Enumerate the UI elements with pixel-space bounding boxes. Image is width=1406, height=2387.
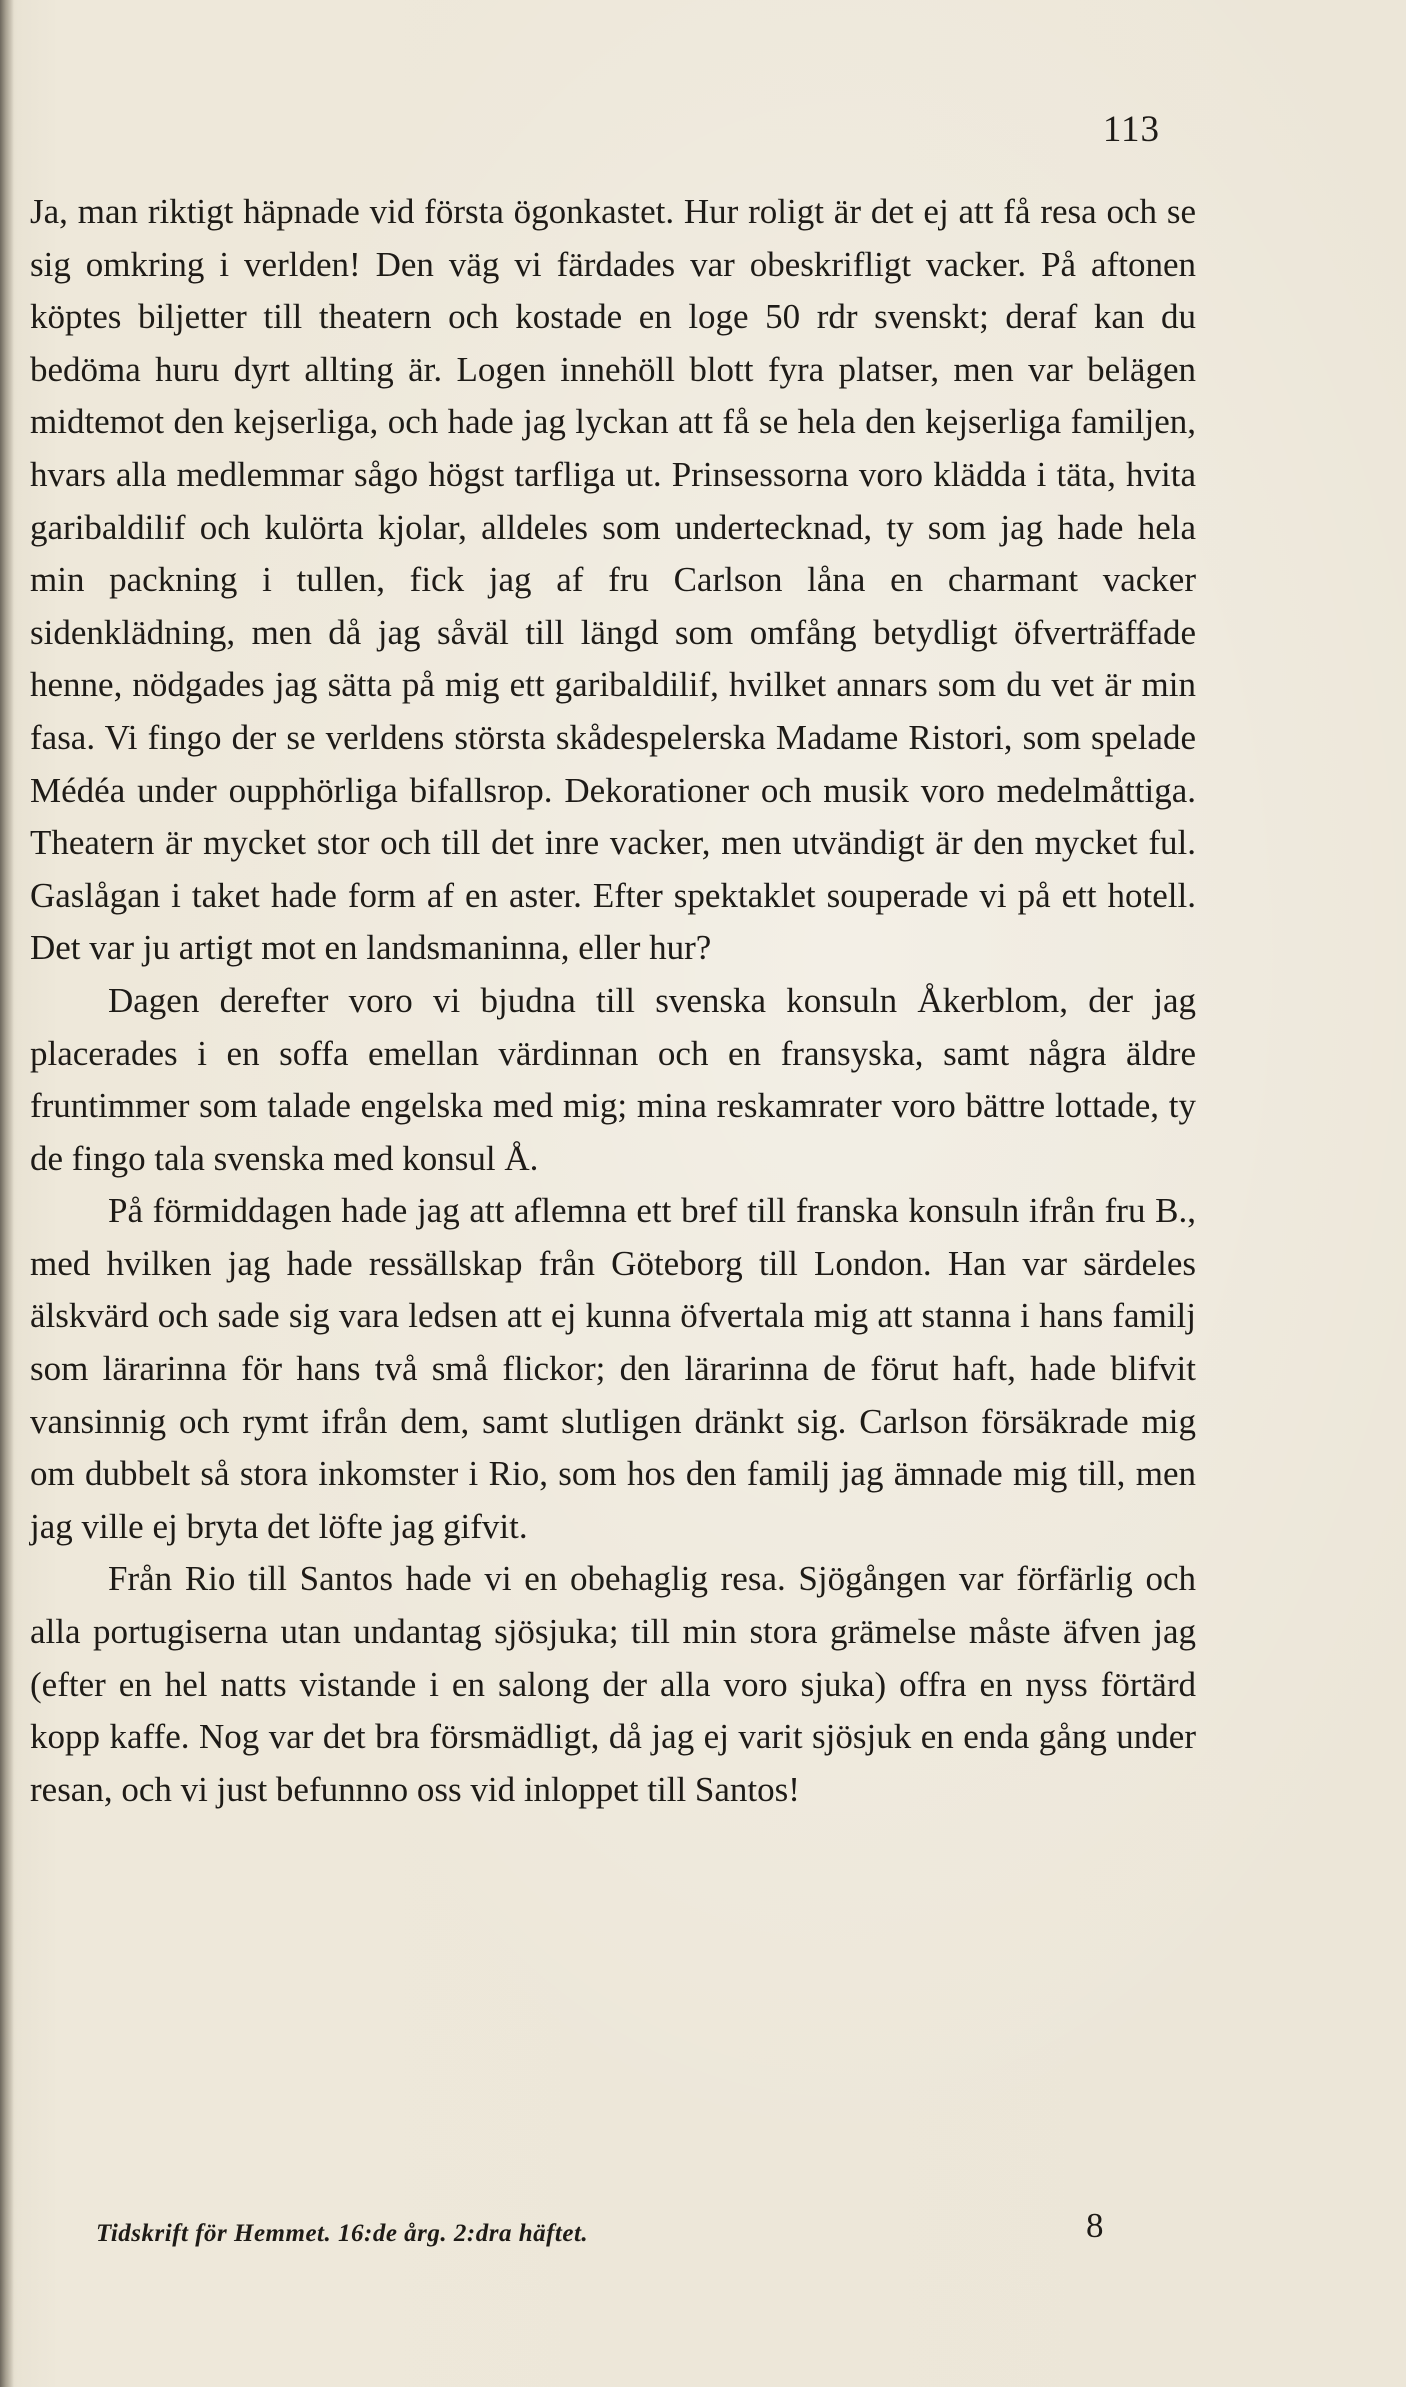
page-footer <box>96 2206 1196 2270</box>
page-binding-edge <box>0 0 14 2387</box>
page-number: 113 <box>1102 109 1160 150</box>
paragraph-theatre: Ja, man riktigt häpnade vid första ögonkastet. Hur roligt är det ej att få resa och se sig omkring i verlden! Den väg vi färdades var obeskrifligt vacker. På aftonen köptes biljetter till theatern och kostade en loge 50 rdr svenskt; deraf kan du bedöma huru dyrt allting är. Logen innehöll blott fyra platser, men var belägen midtemot den kejserliga, och hade jag lyckan att få se hela den kejserliga familjen, hvars alla medlemmar sågo högst tarfliga ut. Prinsessorna voro klädda i täta, hvita garibaldilif och kulörta kjolar, alldeles som undertecknad, ty som jag hade hela min packning i tullen, fick jag af fru Carlson låna en charmant vacker sidenklädning, men då jag såväl till längd som omfång betydligt öfverträffade henne, nödgades jag sätta på mig ett garibaldilif, hvilket annars som du vet är min fasa. Vi fingo der se verldens största skådespelerska Madame Ristori, som spelade Médéa under oupphörliga bifallsrop. Dekorationer och musik voro medelmåttiga. Theatern är mycket stor och till det inre vacker, men utvändigt är den mycket ful. Gaslågan i taket hade form af en aster. Efter spektaklet souperade vi på ett hotell. Det var ju artigt mot en landsmaninna, eller hur? <box>30 192 1196 968</box>
body-text <box>30 186 1196 1816</box>
paragraph-journey-to-santos: Från Rio till Santos hade vi en obehaglig resa. Sjögången var förfärlig och alla portugiserna utan undantag sjösjuka; till min stora grämelse måste äfven jag (efter en hel natts vistande i en salong der alla voro sjuka) offra en nyss förtärd kopp kaffe. Nog var det bra försmädligt, då jag ej varit sjösjuk en enda gång under resan, och vi just befunnno oss vid inloppet till Santos! <box>30 1559 1196 1809</box>
journal-title: Tidskrift för Hemmet. 16:de årg. 2:dra häftet. <box>96 2220 589 2247</box>
paragraph-consul-dinner: Dagen derefter voro vi bjudna till svenska konsuln Åkerblom, der jag placerades i en soffa emellan värdinnan och en fransyska, samt några äldre fruntimmer som talade engelska med mig; mina reskamrater voro bättre lottade, ty de fingo tala svenska med konsul Å. <box>30 980 1196 1178</box>
paragraph-french-consul: På förmiddagen hade jag att aflemna ett bref till franska konsuln ifrån fru B., med hvilken jag hade ressällskap från Göteborg till London. Han var särdeles älskvärd och sade sig vara ledsen att ej kunna öfvertala mig att stanna i hans familj som lärarinna för hans två små flickor; den lärarinna de förut haft, hade blifvit vansinnig och rymt ifrån dem, samt slutligen dränkt sig. Carlson försäkrade mig om dubbelt så stora inkomster i Rio, som hos den familj jag ämnade mig till, men jag ville ej bryta det löfte jag gifvit. <box>30 1191 1196 1546</box>
signature-mark: 8 <box>1086 2206 1104 2245</box>
